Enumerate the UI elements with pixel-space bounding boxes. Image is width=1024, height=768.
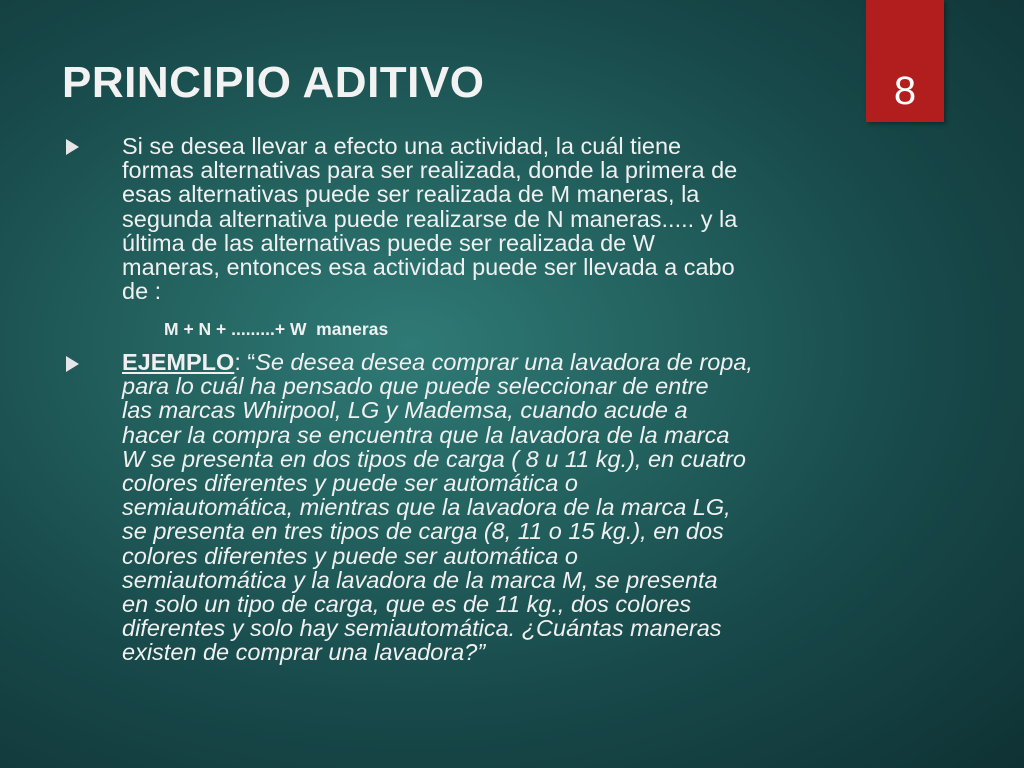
bullet-arrow-icon (66, 356, 79, 372)
example-line: hacer la compra se encuentra que la lavadora de la marca (122, 421, 730, 448)
slide-title: PRINCIPIO ADITIVO (62, 58, 485, 107)
example-line: semiautomática, mientras que la lavadora de la marca LG, (122, 494, 731, 521)
example-line: semiautomática y la lavadora de la marca M, se presenta (122, 566, 718, 593)
example-first-line (122, 350, 972, 374)
paragraph-line: esas alternativas puede ser realizada de M maneras, la (122, 181, 700, 208)
example-colon: : (234, 349, 248, 375)
example-line: se presenta en tres tipos de carga (8, 11 o 15 kg.), en dos (122, 518, 724, 545)
slide-number-box (866, 0, 944, 122)
paragraph-line: maneras, entonces esa actividad puede ser llevada a cabo (122, 254, 735, 281)
example-line: existen de comprar una lavadora?” (122, 639, 486, 666)
paragraph-line: de : (122, 278, 162, 305)
example-open-quote: “ (247, 349, 256, 375)
paragraph-line: última de las alternativas puede ser realizada de W (122, 229, 655, 256)
slide-number: 8 (893, 69, 917, 113)
example-line: colores diferentes y puede ser automática o (122, 470, 578, 497)
example-line: diferentes y solo hay semiautomática. ¿Cuántas maneras (122, 615, 722, 642)
paragraph-line: Si se desea llevar a efecto una actividad, la cuál tiene (122, 133, 682, 159)
example-first-text: Se desea desea comprar una lavadora de ropa, (255, 349, 753, 375)
formula: M + N + .........+ W maneras (164, 319, 389, 339)
principle-paragraph (122, 134, 972, 303)
example-paragraph (122, 350, 972, 665)
example-line: colores diferentes y puede ser automática o (122, 542, 578, 569)
example-line: W se presenta en dos tipos de carga ( 8 u 11 kg.), en cuatro (122, 445, 746, 472)
example-line: las marcas Whirpool, LG y Mademsa, cuando acude a (122, 397, 688, 424)
bullet-arrow-icon (66, 139, 79, 155)
example-label: EJEMPLO (122, 349, 235, 375)
paragraph-line: formas alternativas para ser realizada, donde la primera de (122, 157, 738, 184)
paragraph-line: segunda alternativa puede realizarse de N maneras..... y la (122, 205, 738, 232)
example-line: para lo cuál ha pensado que puede seleccionar de entre (122, 373, 709, 400)
example-line: en solo un tipo de carga, que es de 11 kg., dos colores (122, 591, 692, 618)
